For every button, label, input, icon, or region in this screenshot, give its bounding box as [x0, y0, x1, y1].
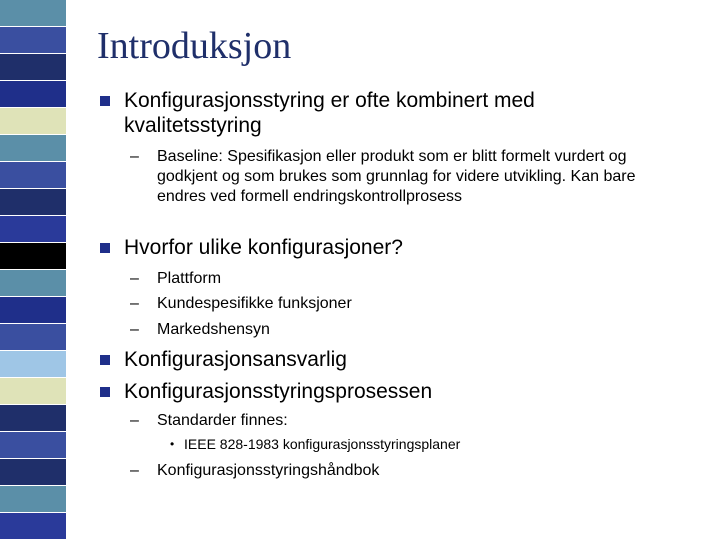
dash-marker: – [130, 321, 139, 338]
dash-marker: – [130, 295, 139, 312]
stripe-block [0, 459, 66, 486]
stripe-block [0, 81, 66, 108]
stripe-block [0, 432, 66, 459]
sub-bullet-item: Markedshensyn [157, 321, 270, 338]
stripe-block [0, 0, 66, 27]
bullet-square-icon [100, 355, 110, 365]
bullet-square-icon [100, 96, 110, 106]
stripe-block [0, 405, 66, 432]
stripe-block [0, 270, 66, 297]
stripe-block [0, 297, 66, 324]
stripe-block [0, 324, 66, 351]
bullet-square-icon [100, 387, 110, 397]
sub-bullet-item: Baseline: Spesifikasjon eller produkt som er blitt formelt vurdert og godkjent og som brukes som grunnlag for videre utvikling. Kan bare endres ved formell endringskontrollprosess [157, 148, 636, 205]
stripe-block [0, 243, 66, 270]
stripe-block [0, 162, 66, 189]
bullet-item: Konfigurasjonsstyringsprosessen [124, 380, 433, 403]
stripe-block [0, 216, 66, 243]
bullet-square-icon [100, 243, 110, 253]
bullet-item: Konfigurasjonsansvarlig [124, 348, 347, 371]
dash-marker: – [130, 148, 139, 165]
sub-bullet-item: Plattform [157, 270, 222, 287]
sub-sub-bullet-item: IEEE 828-1983 konfigurasjonsstyringsplaner [184, 436, 461, 452]
stripe-block [0, 135, 66, 162]
dot-marker: • [170, 437, 175, 451]
dash-marker: – [130, 412, 139, 429]
stripe-block [0, 351, 66, 378]
decorative-stripe [0, 0, 66, 540]
bullet-item: Konfigurasjonsstyring er ofte kombinert med kvalitetsstyring [124, 89, 535, 137]
sub-bullet-item: Konfigurasjonsstyringshåndbok [157, 462, 380, 479]
dash-marker: – [130, 462, 139, 479]
dash-marker: – [130, 270, 139, 287]
stripe-block [0, 378, 66, 405]
stripe-block [0, 54, 66, 81]
stripe-block [0, 513, 66, 540]
sub-bullet-item: Kundespesifikke funksjoner [157, 295, 352, 312]
slide-title: Introduksjon [97, 25, 292, 67]
stripe-block [0, 486, 66, 513]
sub-bullet-item: Standarder finnes: [157, 412, 288, 429]
stripe-block [0, 189, 66, 216]
stripe-block [0, 27, 66, 54]
bullet-item: Hvorfor ulike konfigurasjoner? [124, 236, 403, 259]
stripe-block [0, 108, 66, 135]
